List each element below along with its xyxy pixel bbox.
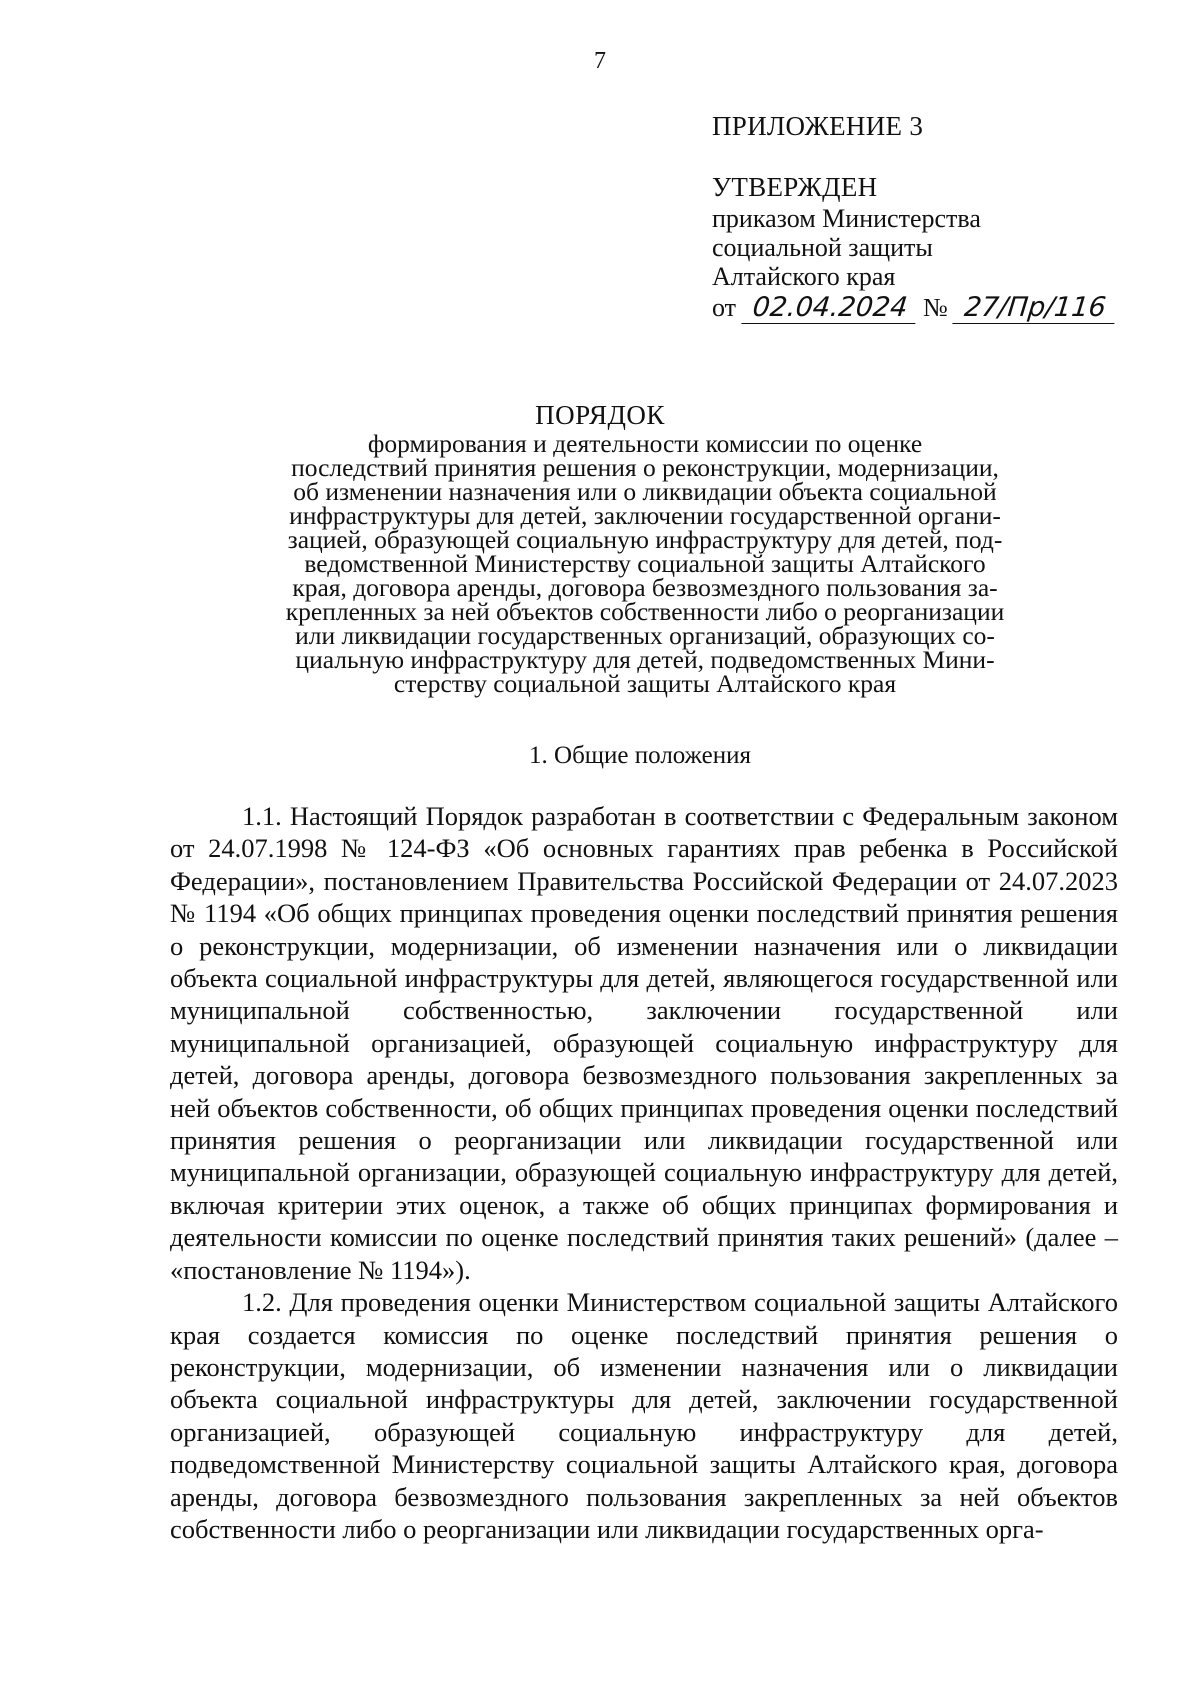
subtitle-line: циальную инфраструктуру для детей, подведомственных Мини-: [295, 645, 995, 674]
order-line-3: Алтайского края: [712, 262, 896, 291]
order-line-1: приказом Министерства: [712, 204, 981, 233]
subtitle-line: инфраструктуры для детей, заключении государственной органи-: [289, 501, 1001, 530]
document-title: ПОРЯДОК: [535, 400, 665, 430]
subtitle-line: формирования и деятельности комиссии по оценке: [367, 429, 923, 458]
subtitle-line: крепленных за ней объектов собственности либо о реорганизации: [285, 597, 1005, 626]
subtitle-line: последствий принятия решения о реконструкции, модернизации,: [291, 453, 999, 482]
body-text: [170, 800, 1118, 1545]
handwritten-date: 02.04.2024: [741, 293, 918, 324]
order-line-2: социальной защиты: [712, 233, 933, 262]
section-heading: 1. Общие положения: [529, 742, 751, 769]
appendix-label: ПРИЛОЖЕНИЕ 3: [712, 111, 924, 141]
approved-label: УТВЕРЖДЕН: [712, 172, 878, 202]
approval-block: [712, 112, 1152, 324]
handwritten-order-number: 27/Пр/116: [953, 293, 1118, 324]
subtitle-line: зацией, образующей социальную инфраструктуру для детей, под-: [287, 525, 1003, 554]
subtitle-line: об изменении назначения или о ликвидации объекта социальной: [293, 477, 997, 506]
paragraph-1-1: 1.1. Настоящий Порядок разработан в соответствии с Федеральным законом от 24.07.1998 № 124-ФЗ «Об основных гарантиях прав ребенка в Российской Федерации», постановлением Правительства Российской Федерации от 24.07.2023 № 1194 «Об общих принципах проведения оценки последствий принятия решения о реконструкции, модернизации, об изменении назначения или о ликвидации объекта социальной инфраструктуры для детей, являющегося государственной или муниципальной собственностью, заключении государственной или муниципальной организацией, образующей социальную инфраструктуру для детей, договора аренды, договора безвозмездного пользования закрепленных за ней объектов собственности, об общих принципах проведения оценки последствий принятия решения о реорганизации или ликвидации государственной или муниципальной организации, образующей социальную инфраструктуру для детей, включая критерии этих оценок, а также об общих принципах формирования и деятельности комиссии по оценке последствий принятия таких решений» (далее – «постановление № 1194»).: [170, 801, 1118, 1285]
subtitle-line: или ликвидации государственных организаций, образующих со-: [295, 621, 995, 650]
page-number: 7: [594, 48, 606, 74]
document-subtitle: [245, 429, 1045, 698]
number-prefix: №: [923, 293, 948, 322]
subtitle-line: края, договора аренды, договора безвозмездного пользования за-: [292, 573, 998, 602]
subtitle-line: стерству социальной защиты Алтайского края: [393, 669, 897, 698]
date-prefix: от: [712, 293, 737, 322]
paragraph-1-2: 1.2. Для проведения оценки Министерством социальной защиты Алтайского края создается комиссия по оценке последствий принятия решения о реконструкции, модернизации, об изменении назначения или о ликвидации объекта социальной инфраструктуры для детей, заключении государственной организацией, образующей социальную инфраструктуру для детей, подведомственной Министерству социальной защиты Алтайского края, договора аренды, договора безвозмездного пользования закрепленных за ней объектов собственности либо о реорганизации или ликвидации государственных орга-: [170, 1287, 1118, 1544]
subtitle-line: ведомственной Министерству социальной защиты Алтайского: [304, 549, 986, 578]
order-date-number-line: [712, 293, 1152, 324]
